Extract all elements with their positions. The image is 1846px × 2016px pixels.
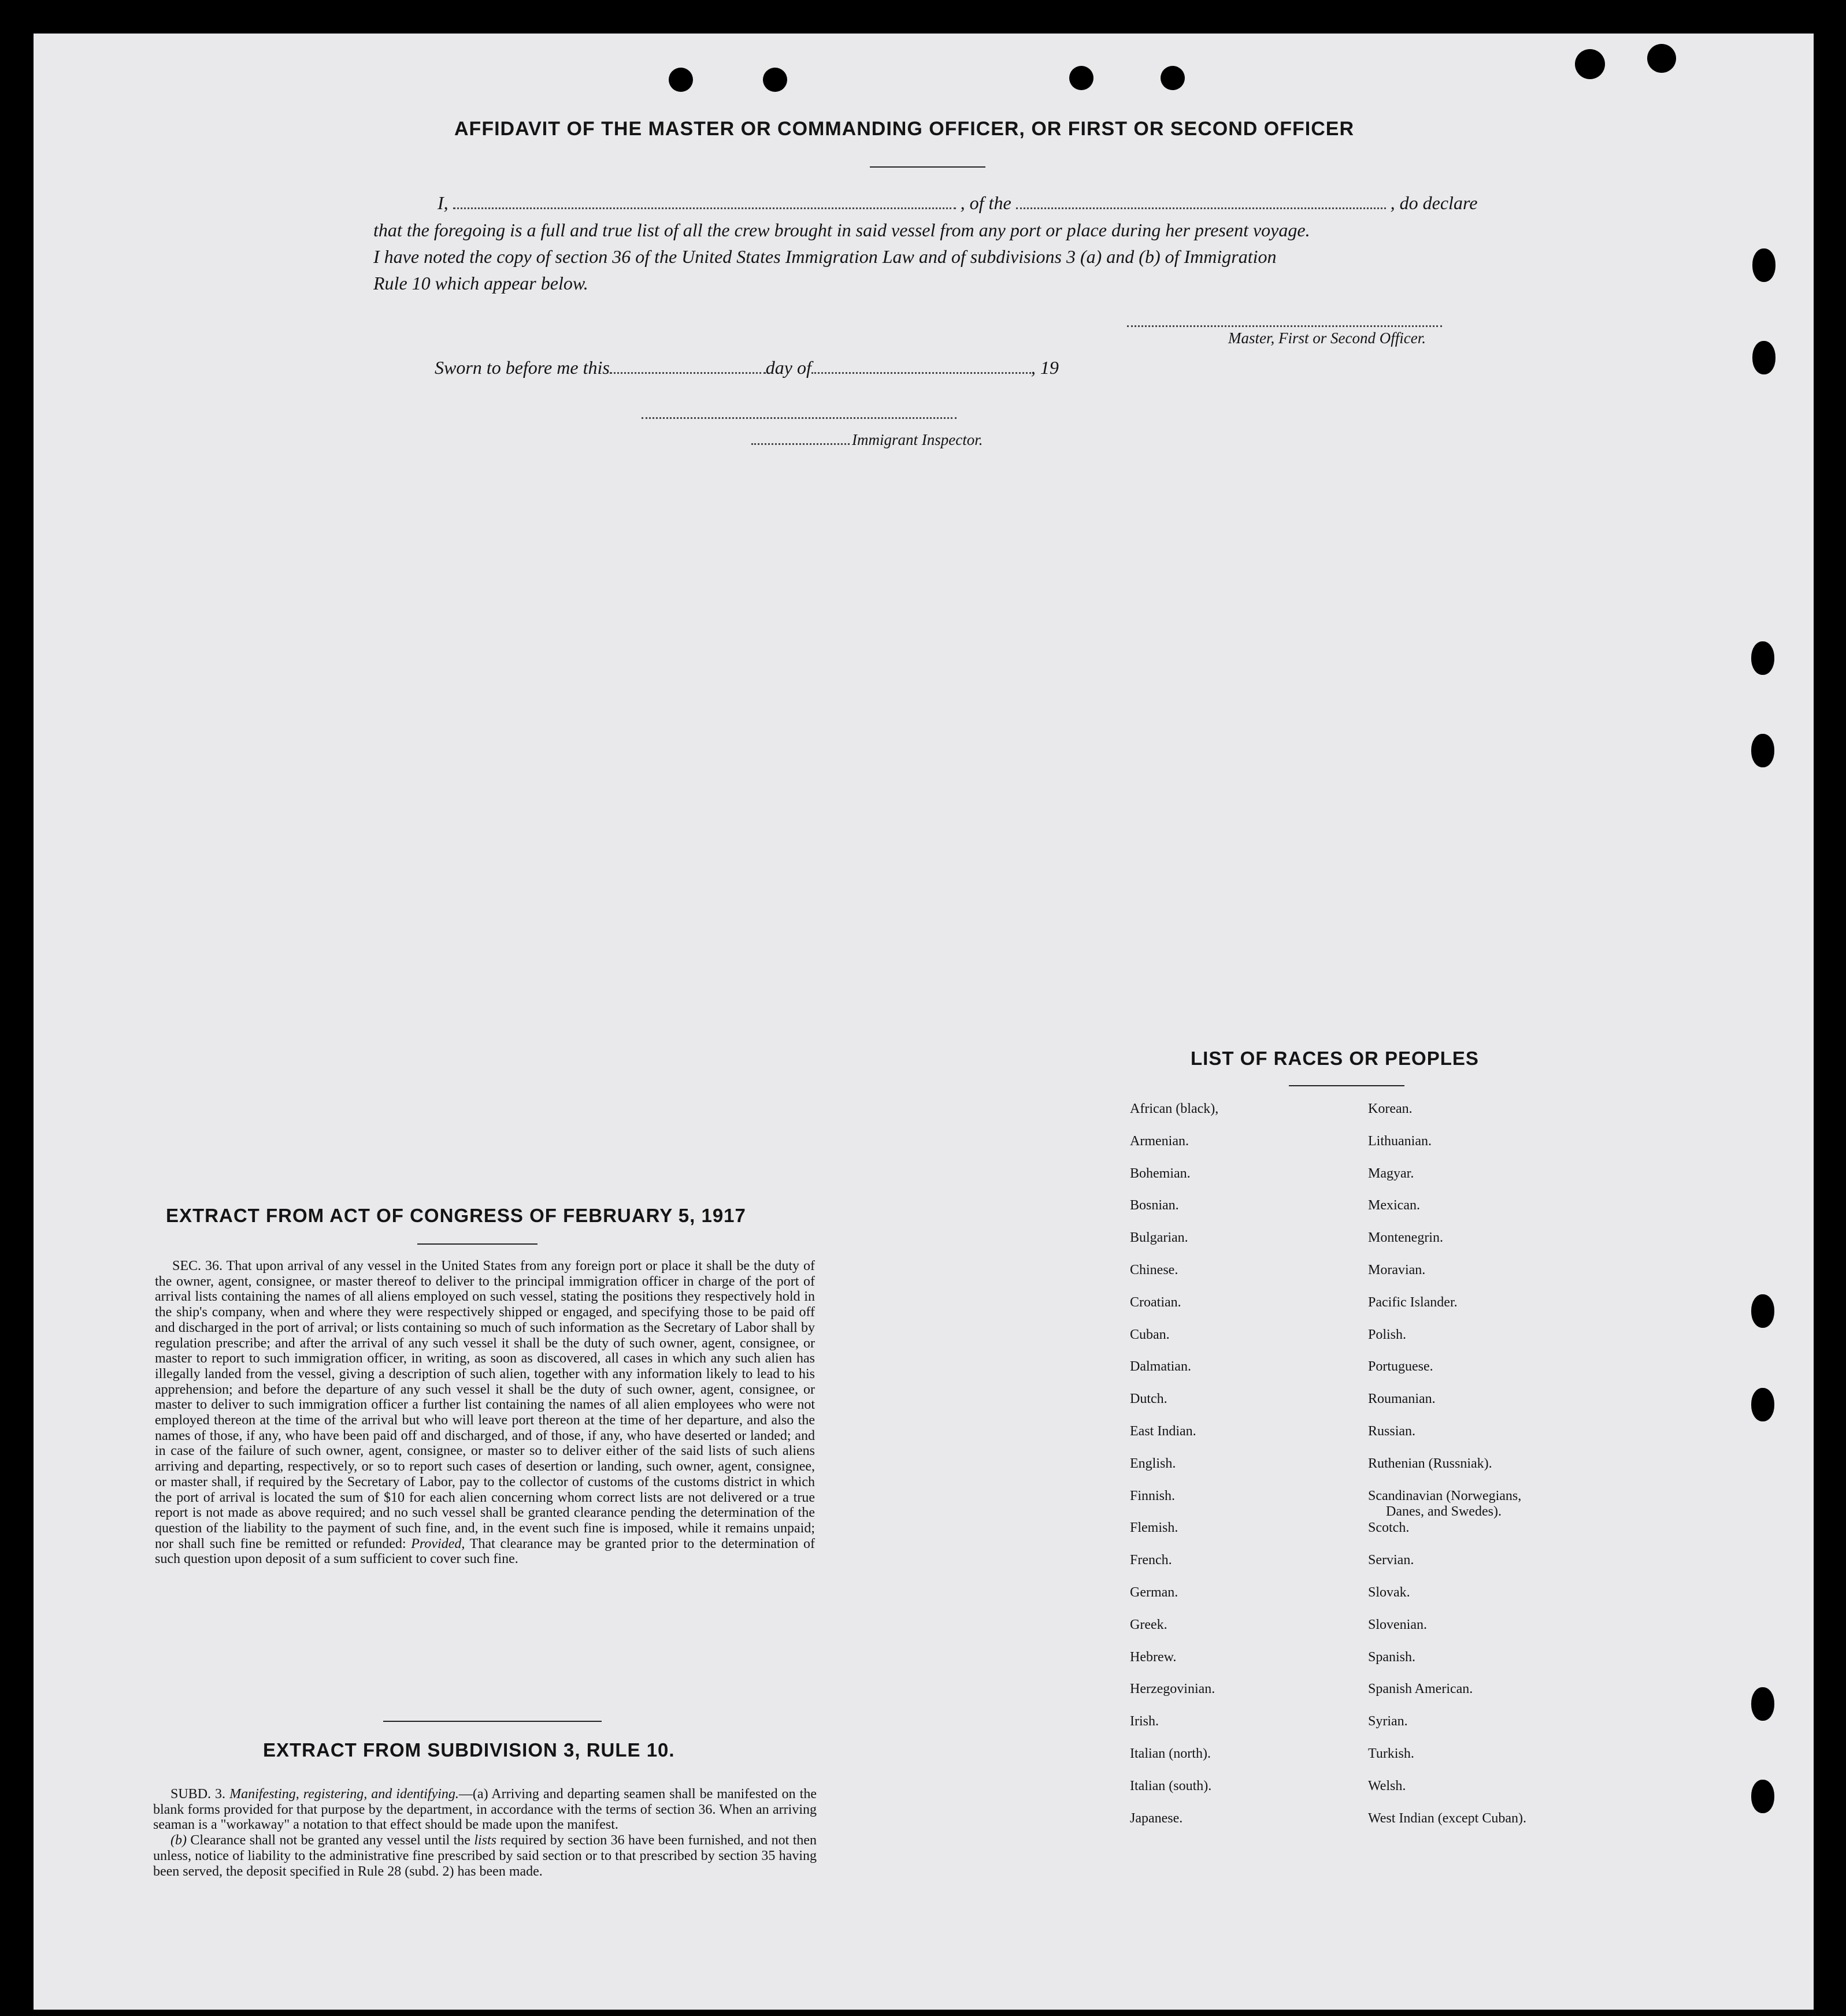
- race-item: Ruthenian (Russniak).: [1368, 1456, 1492, 1471]
- race-item: Mexican.: [1368, 1198, 1420, 1213]
- race-item: Cuban.: [1130, 1327, 1170, 1342]
- binder-hole-top-2: [763, 68, 787, 92]
- race-item: Hebrew.: [1130, 1649, 1177, 1665]
- affidavit-line-2: that the foregoing is a full and true list of all the crew brought in said vessel from any port or place during her present voyage.: [373, 220, 1310, 240]
- subd-3-heading: Manifesting, registering, and identifying.: [229, 1787, 459, 1802]
- race-item: Italian (north).: [1130, 1746, 1211, 1761]
- race-item: Moravian.: [1368, 1263, 1426, 1278]
- sworn-day-blank[interactable]: [610, 369, 766, 374]
- subd-a-text: —(a) Arriving and departing seamen shall be manifested on the blank forms provided for that purpose by the department, in accordance with the terms of section 36. When an arriving seaman is a "workaway" a notation to that effect should be made upon the manifest.: [153, 1787, 817, 1833]
- races-title-rule: [1289, 1085, 1404, 1086]
- act-extract-end-rule: [383, 1721, 602, 1722]
- race-item: Italian (south).: [1130, 1778, 1212, 1794]
- race-item: West Indian (except Cuban).: [1368, 1810, 1526, 1826]
- affidavit-of-the-label: , of the: [960, 192, 1011, 213]
- binder-hole-side-2: [1752, 341, 1775, 374]
- act-extract-body: [155, 1258, 815, 1567]
- affidavit-title-rule: [870, 166, 985, 168]
- subd-b-lists: lists: [474, 1833, 497, 1848]
- race-item: Irish.: [1130, 1714, 1159, 1729]
- race-item: Syrian.: [1368, 1714, 1408, 1729]
- race-item: Slovenian.: [1368, 1617, 1427, 1632]
- race-item: Roumanian.: [1368, 1391, 1436, 1407]
- binder-hole-side-4: [1751, 734, 1774, 767]
- race-item: Bosnian.: [1130, 1198, 1179, 1213]
- binder-hole-side-6: [1751, 1388, 1774, 1421]
- sec-36-text: That upon arrival of any vessel in the United States from any foreign port or place it shall be the duty of the owner, agent, consignee, or master thereof to deliver to the principal immigration officer in charge of the port of arrival lists containing the names of all aliens employed on such vessel, stating the positions they respectively hold in the ship's company, when and where they were respectively shipped or engaged, and specifying those to be paid off and discharged in the port of arrival; or lists containing so much of such information as the Secretary of Labor shall by regulation prescribe; and after the arrival of any such vessel it shall be the duty of such owner, agent, consignee, or master to report to such immigration officer, in writing, as soon as discovered, all cases in which any such alien has illegally landed from the vessel, giving a description of such alien, together with any information likely to lead to his apprehension; and before the departure of any such vessel it shall be the duty of such owner, agent, consignee, or master to deliver to such immigration officer a further list containing the names of all alien employees who were not employed thereon at the time of the arrival but who will leave port thereon at the time of her departure, and also the names of those, if any, who have been paid off and discharged, and of those, if any, who have deserted or landed; and in case of the failure of such owner, agent, consignee, or master so to deliver either of the said lists of such aliens arriving and departing, respectively, or so to report such cases of desertion or landing, such owner, agent, consignee, or master shall, if required by the Secretary of Labor, pay to the collector of customs of the customs district in which the port of arrival is located the sum of $10 for each alien concerning whom correct lists are not delivered or a true report is not made as above required; and no such vessel shall be granted clearance pending the determination of the question of the liability to the payment of such fine, and, in the event such fine is imposed, while it remains unpaid; nor shall such fine be remitted or refunded:: [155, 1258, 815, 1551]
- race-item: Magyar.: [1368, 1165, 1414, 1181]
- race-item: Croatian.: [1130, 1294, 1181, 1310]
- race-item: Russian.: [1368, 1424, 1416, 1439]
- affidavit-line-1: [438, 192, 1477, 214]
- race-item: French.: [1130, 1553, 1172, 1568]
- binder-hole-top-4: [1161, 66, 1185, 90]
- subd-3-label: SUBD. 3.: [170, 1787, 226, 1802]
- vessel-name-blank[interactable]: [1016, 204, 1386, 209]
- sworn-line: [435, 357, 1059, 378]
- master-name-blank[interactable]: [453, 204, 956, 209]
- act-extract-title: EXTRACT FROM ACT OF CONGRESS OF FEBRUARY 5, 1917: [166, 1205, 746, 1226]
- form-sheet: [34, 34, 1814, 2010]
- inspector-name-blank[interactable]: [751, 440, 850, 445]
- race-item: Japanese.: [1130, 1810, 1183, 1826]
- binder-hole-top-1: [669, 68, 693, 92]
- race-item: Greek.: [1130, 1617, 1167, 1632]
- binder-hole-side-8: [1751, 1780, 1774, 1813]
- binder-hole-side-1: [1752, 248, 1775, 282]
- affidavit-line-4: Rule 10 which appear below.: [373, 273, 588, 294]
- binder-hole-top-3: [1069, 66, 1093, 90]
- race-item: African (black),: [1130, 1101, 1219, 1116]
- binder-hole-top-6: [1647, 44, 1676, 73]
- race-item: Herzegovinian.: [1130, 1681, 1215, 1697]
- act-extract-title-rule: [417, 1243, 538, 1245]
- race-item: East Indian.: [1130, 1424, 1196, 1439]
- day-of-label: day of: [765, 357, 811, 378]
- affidavit-i-label: I,: [438, 192, 448, 213]
- race-item: Pacific Islander.: [1368, 1294, 1458, 1310]
- race-item: Slovak.: [1368, 1585, 1410, 1600]
- inspector-label-line: [751, 431, 983, 449]
- races-title: LIST OF RACES OR PEOPLES: [1191, 1048, 1479, 1069]
- race-item: German.: [1130, 1585, 1178, 1600]
- race-item: Finnish.: [1130, 1488, 1176, 1503]
- sec-36-text-end: That clearance may be granted prior to the determination of such question upon deposit of a sum sufficient to cover such fine.: [155, 1536, 815, 1567]
- race-item: Flemish.: [1130, 1520, 1178, 1536]
- affidavit-title: AFFIDAVIT OF THE MASTER OR COMMANDING OFFICER, OR FIRST OR SECOND OFFICER: [454, 118, 1354, 140]
- race-item: Danes, and Swedes).: [1386, 1503, 1502, 1519]
- rule-extract-title: EXTRACT FROM SUBDIVISION 3, RULE 10.: [263, 1739, 675, 1761]
- race-item: Montenegrin.: [1368, 1230, 1443, 1246]
- race-item: English.: [1130, 1456, 1176, 1471]
- affidavit-line-3: I have noted the copy of section 36 of the United States Immigration Law and of subdivisions 3 (a) and (b) of Immigration: [373, 246, 1277, 267]
- race-item: Korean.: [1368, 1101, 1413, 1116]
- binder-hole-side-5: [1751, 1294, 1774, 1328]
- inspector-signature-line[interactable]: [642, 417, 957, 419]
- race-item: Bulgarian.: [1130, 1230, 1188, 1246]
- affidavit-do-declare: , do declare: [1390, 192, 1478, 213]
- master-signature-label: Master, First or Second Officer.: [1228, 329, 1426, 347]
- sworn-label: Sworn to before me this: [435, 357, 610, 378]
- year-label: , 19: [1031, 357, 1059, 378]
- binder-hole-side-7: [1751, 1687, 1774, 1721]
- race-item: Bohemian.: [1130, 1165, 1191, 1181]
- race-item: Portuguese.: [1368, 1359, 1433, 1375]
- race-item: Spanish American.: [1368, 1681, 1473, 1697]
- race-item: Servian.: [1368, 1553, 1414, 1568]
- sec-36-label: SEC. 36.: [172, 1258, 223, 1274]
- race-item: Lithuanian.: [1368, 1133, 1432, 1149]
- race-item: Polish.: [1368, 1327, 1407, 1342]
- binder-hole-top-5: [1575, 49, 1605, 79]
- race-item: Scandinavian (Norwegians,: [1368, 1488, 1522, 1503]
- race-item: Scotch.: [1368, 1520, 1410, 1536]
- master-signature-line[interactable]: [1127, 325, 1442, 327]
- subd-b-text-1: Clearance shall not be granted any vessel until the: [190, 1833, 470, 1848]
- race-item: Spanish.: [1368, 1649, 1416, 1665]
- provided-word: Provided,: [411, 1536, 465, 1551]
- race-item: Welsh.: [1368, 1778, 1406, 1794]
- sworn-month-blank[interactable]: [811, 369, 1031, 374]
- race-item: Turkish.: [1368, 1746, 1414, 1761]
- subd-b-label: (b): [170, 1833, 187, 1848]
- subd-b-text-2: required by section 36 have been furnished, and not then unless, notice of liability to the administrative fine prescribed by said section or to that prescribed by section 35 having been served, the deposit specified in Rule 28 (subd. 2) has been made.: [153, 1833, 817, 1879]
- race-item: Armenian.: [1130, 1133, 1189, 1149]
- race-item: Chinese.: [1130, 1263, 1178, 1278]
- inspector-label: Immigrant Inspector.: [852, 431, 983, 448]
- rule-extract-body: [153, 1787, 817, 1879]
- race-item: Dutch.: [1130, 1391, 1167, 1407]
- race-item: Dalmatian.: [1130, 1359, 1191, 1375]
- binder-hole-side-3: [1751, 641, 1774, 675]
